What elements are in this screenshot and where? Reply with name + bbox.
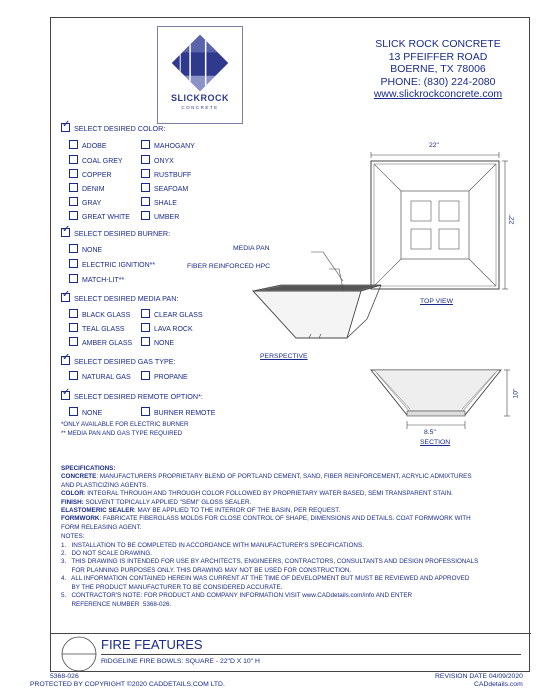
checkbox-icon xyxy=(141,183,150,192)
checkbox-icon xyxy=(69,169,78,178)
checkbox-icon xyxy=(69,274,78,283)
note-line: 3. THIS DRAWING IS INTENDED FOR USE BY ARCHITECTS, ENGINEERS, CONTRACTORS, CONSULTANTS AND DESIGN PROFESSIONALS xyxy=(61,558,479,566)
checked-box-icon xyxy=(61,391,70,400)
color-option[interactable]: RUSTBUFF xyxy=(141,169,191,179)
burner-option[interactable]: MATCH-LIT** xyxy=(69,274,124,284)
checked-box-icon xyxy=(61,123,70,132)
checkbox-icon xyxy=(69,259,78,268)
logo-text: SLICKROCK xyxy=(171,93,229,103)
checkbox-icon xyxy=(69,211,78,220)
note-line: REFERENCE NUMBER 5368-026. xyxy=(61,600,172,608)
footnote: ** MEDIA PAN AND GAS TYPE REQUIRED xyxy=(61,430,183,437)
color-option[interactable]: ADOBE xyxy=(69,140,107,150)
remote-option[interactable]: BURNER REMOTE xyxy=(141,407,215,417)
base-dim: 8.5" xyxy=(424,429,436,436)
remote-header: ✓SELECT DESIRED REMOTE OPTION*: xyxy=(61,391,203,401)
media-option[interactable]: CLEAR GLASS xyxy=(141,309,203,319)
note-line: 2. DO NOT SCALE DRAWING. xyxy=(61,550,152,558)
company-logo xyxy=(157,26,243,124)
note-line: 5. CONTRACTOR'S NOTE: FOR PRODUCT AND COMPANY INFORMATION VISIT www.CADdetails.com/info AND ENTER xyxy=(61,592,413,600)
company-website: www.slickrockconcrete.com xyxy=(373,88,503,100)
title: FIRE FEATURES xyxy=(101,637,203,652)
checkbox-icon xyxy=(141,211,150,220)
checked-box-icon xyxy=(61,228,70,237)
checkbox-icon xyxy=(69,183,78,192)
media-pan-label: MEDIA PAN xyxy=(233,245,270,252)
color-option[interactable]: COPPER xyxy=(69,169,112,179)
note-line: FOR PLANNING PURPOSES ONLY. THIS DRAWING MAY NOT BE USED FOR CONSTRUCTION. xyxy=(61,566,352,574)
burner-header: ✓SELECT DESIRED BURNER: xyxy=(61,228,170,238)
checkbox-icon xyxy=(69,155,78,164)
section-label: SECTION xyxy=(420,439,451,446)
media-option[interactable]: LAVA ROCK xyxy=(141,323,193,333)
gas-option[interactable]: NATURAL GAS xyxy=(69,371,131,381)
checkbox-icon xyxy=(141,371,150,380)
checkbox-icon xyxy=(141,140,150,149)
copyright: PROTECTED BY COPYRIGHT ©2020 CADDETAILS.COM LTD. xyxy=(30,681,225,688)
checkbox-icon xyxy=(141,309,150,318)
fiber-label: FIBER REINFORCED HPC xyxy=(187,263,271,270)
spec-formwork: FORMWORK: FABRICATE FIBERGLASS MOLDS FOR CLOSE CONTROL OF SHAPE, DIMENSIONS AND DETAILS. COAT FORMWORK WITH xyxy=(61,515,471,523)
checked-box-icon xyxy=(61,293,70,302)
caddetails-link[interactable]: CADdetails.com xyxy=(474,681,523,688)
color-option[interactable]: SHALE xyxy=(141,197,177,207)
title-block xyxy=(51,633,531,674)
top-view-drawing xyxy=(371,152,508,289)
checkbox-icon xyxy=(69,140,78,149)
checkbox-icon xyxy=(141,155,150,164)
reference-number: 5368-026 xyxy=(50,673,79,680)
notes-heading: NOTES: xyxy=(61,533,85,541)
drawing-views xyxy=(201,133,521,463)
section-drawing xyxy=(371,370,510,429)
top-width-dim: 22" xyxy=(429,142,439,149)
color-option[interactable]: SEAFOAM xyxy=(141,183,188,193)
checkbox-icon xyxy=(69,309,78,318)
top-view-label: TOP VIEW xyxy=(420,298,453,305)
burner-option[interactable]: NONE xyxy=(69,244,102,254)
logo-subtext: CONCRETE xyxy=(181,105,219,110)
media-option[interactable]: NONE xyxy=(141,337,174,347)
specifications xyxy=(61,465,531,609)
color-option[interactable]: ONYX xyxy=(141,155,174,165)
subtitle: RIDGELINE FIRE BOWLS: SQUARE - 22"D X 10" H xyxy=(101,658,260,665)
checkbox-icon xyxy=(141,197,150,206)
media-option[interactable]: BLACK GLASS xyxy=(69,309,130,319)
color-option[interactable]: MAHOGANY xyxy=(141,140,195,150)
color-option[interactable]: GREAT WHITE xyxy=(69,211,130,221)
checkbox-icon xyxy=(69,337,78,346)
media-option[interactable]: AMBER GLASS xyxy=(69,337,132,347)
perspective-drawing xyxy=(253,252,381,338)
checkbox-icon xyxy=(69,407,78,416)
height-dim: 10" xyxy=(512,388,520,399)
perspective-label: PERSPECTIVE xyxy=(260,353,308,360)
note-line: BY THE PRODUCT MANUFACTURER TO BE CONSIDERED ACCURATE. xyxy=(61,583,283,591)
checkbox-icon xyxy=(141,169,150,178)
color-header: ✓SELECT DESIRED COLOR: xyxy=(61,123,165,133)
top-depth-dim: 22" xyxy=(508,214,516,225)
company-phone: PHONE: (830) 224-2080 xyxy=(380,75,496,88)
checkbox-icon xyxy=(141,337,150,346)
color-option[interactable]: GRAY xyxy=(69,197,101,207)
checkbox-icon xyxy=(141,323,150,332)
checkbox-icon xyxy=(141,407,150,416)
spec-formwork-cont: FORM RELEASING AGENT. xyxy=(61,523,142,531)
media-header: ✓SELECT DESIRED MEDIA PAN: xyxy=(61,293,178,303)
color-option[interactable]: UMBER xyxy=(141,211,179,221)
company-name: SLICK ROCK CONCRETE xyxy=(375,38,501,50)
company-city: BOERNE, TX 78006 xyxy=(390,63,486,75)
footnote: *ONLY AVAILABLE FOR ELECTRIC BURNER xyxy=(61,421,189,428)
checkbox-icon xyxy=(69,323,78,332)
color-option[interactable]: COAL GREY xyxy=(69,155,123,165)
revision-date: REVISION DATE 04/09/2020 xyxy=(435,673,523,680)
checkbox-icon xyxy=(69,244,78,253)
gas-header: ✓SELECT DESIRED GAS TYPE: xyxy=(61,356,176,366)
specs-heading: SPECIFICATIONS: xyxy=(61,465,116,472)
checkbox-icon xyxy=(69,197,78,206)
color-option[interactable]: DENIM xyxy=(69,183,105,193)
spec-color: COLOR: INTEGRAL THROUGH AND THROUGH COLOR FOLLOWED BY PROPRIETARY WATER BASED, SEMI TRANSPARENT STAIN. xyxy=(61,490,453,498)
spec-concrete-cont: AND PLASTICIZING AGENTS. xyxy=(61,481,149,489)
company-info xyxy=(343,38,533,101)
note-line: 1. INSTALLATION TO BE COMPLETED IN ACCORDANCE WITH MANUFACTURER'S SPECIFICATIONS. xyxy=(61,541,364,549)
checked-box-icon xyxy=(61,356,70,365)
drawing-sheet xyxy=(50,17,530,672)
spec-concrete: CONCRETE: MANUFACTURERS PROPRIETARY BLEND OF PORTLAND CEMENT, SAND, FIBER REINFORCEMENT, ACRYLIC ADMIXTURES xyxy=(61,473,472,481)
spec-finish: FINISH: SOLVENT TOPICALLY APPLIED "SEMI" GLOSS SEALER. xyxy=(61,498,252,506)
company-street: 13 PFEIFFER ROAD xyxy=(388,50,488,63)
remote-option[interactable]: NONE xyxy=(69,407,102,417)
media-option[interactable]: TEAL GLASS xyxy=(69,323,125,333)
spec-sealer: ELASTOMERIC SEALER: MAY BE APPLIED TO THE INTERIOR OF THE BASIN, PER REQUEST. xyxy=(61,507,341,515)
gas-option[interactable]: PROPANE xyxy=(141,371,188,381)
checkbox-icon xyxy=(69,371,78,380)
note-line: 4. ALL INFORMATION CONTAINED HEREIN WAS CURRENT AT THE TIME OF DEVELOPMENT BUT MUST BE REVIEWED AND APPROVED xyxy=(61,575,470,583)
burner-option[interactable]: ELECTRIC IGNITION** xyxy=(69,259,155,269)
